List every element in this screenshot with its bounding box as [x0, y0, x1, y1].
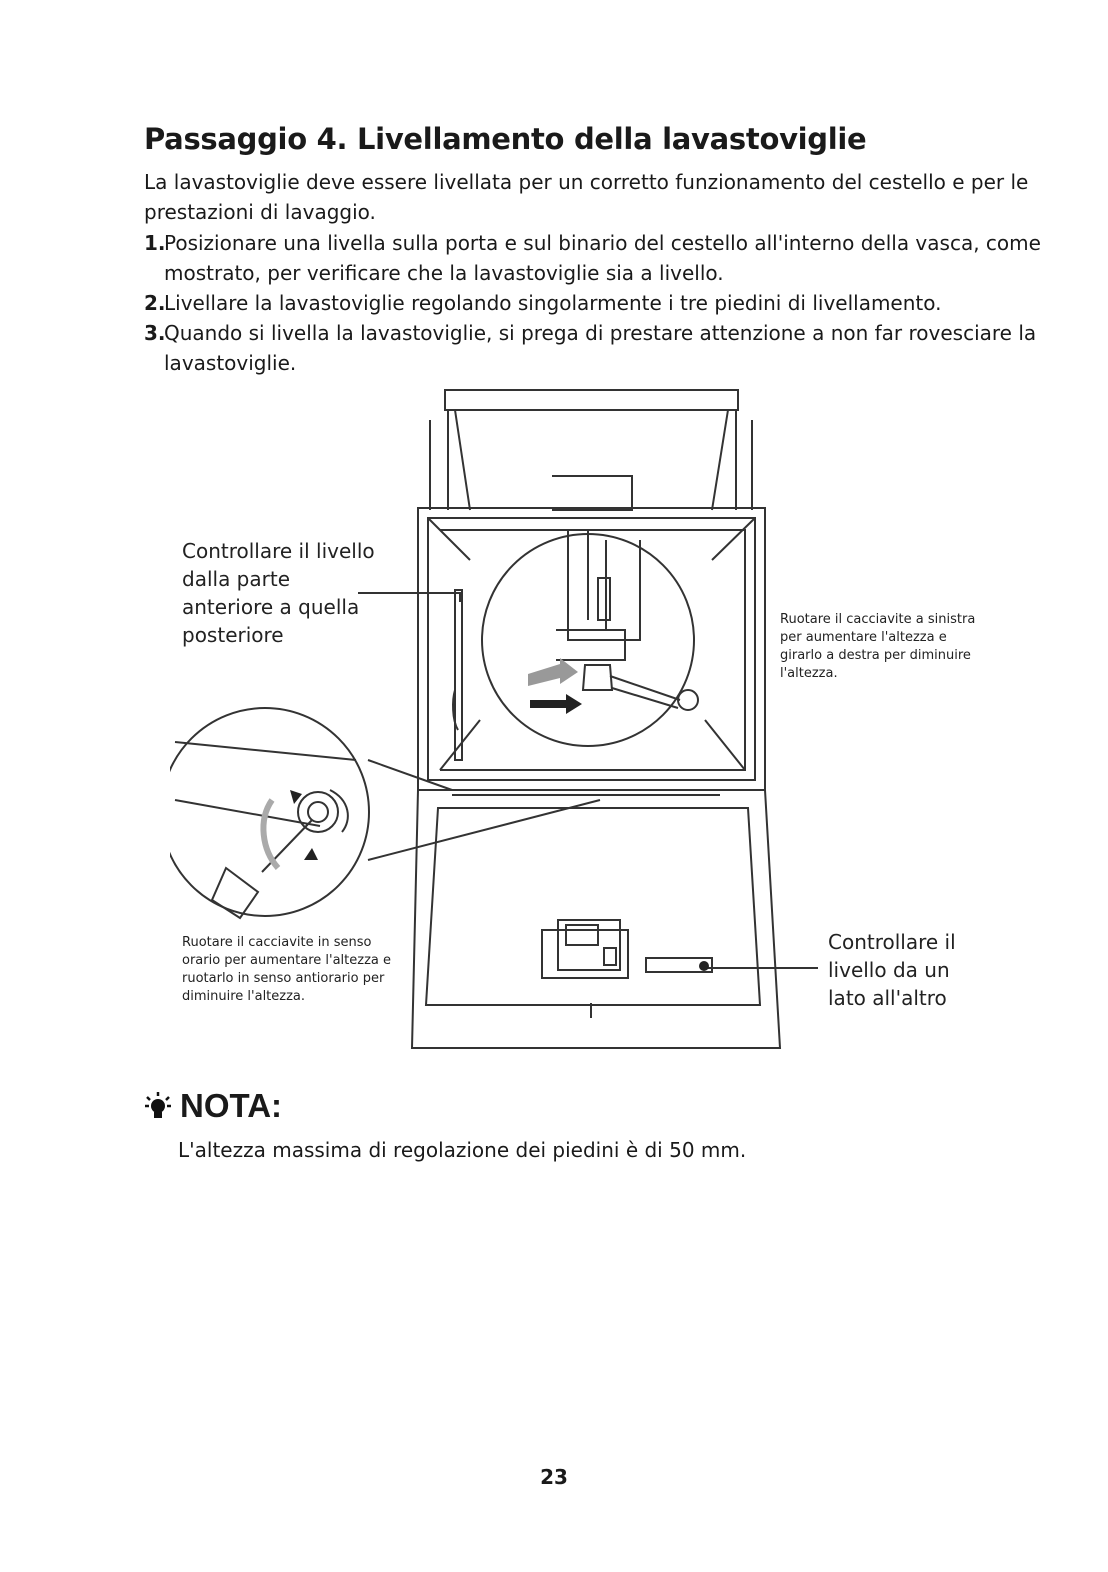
step-text: Quando si livella la lavastoviglie, si prega di prestare attenzione a non far rovesciare la lavastoviglie.: [164, 321, 1037, 375]
step-number: 3.: [144, 321, 166, 345]
page-number: 23: [540, 1465, 568, 1489]
step-item: [144, 318, 1044, 378]
page-title: Passaggio 4. Livellamento della lavastoviglie: [144, 122, 867, 156]
step-number: 1.: [144, 231, 166, 255]
step-item: [144, 228, 1044, 288]
intro-paragraph: La lavastoviglie deve essere livellata per un corretto funzionamento del cestello e per le prestazioni di lavaggio.: [144, 170, 1029, 224]
lightbulb-icon: [144, 1091, 172, 1121]
step-text: Livellare la lavastoviglie regolando singolarmente i tre piedini di livellamento.: [164, 291, 942, 315]
note-title: NOTA:: [180, 1087, 283, 1124]
callout-rotate-screwdriver-left: Ruotare il cacciavite a sinistra per aumentare l'altezza e girarlo a destra per diminuire l'altezza.: [780, 612, 976, 681]
step-text: Posizionare una livella sulla porta e sul binario del cestello all'interno della vasca, come mostrato, per verificare che la lavastoviglie sia a livello.: [164, 231, 1041, 285]
steps-list: [144, 228, 1044, 378]
note-header: [144, 1087, 282, 1125]
callout-rotate-clockwise: Ruotare il cacciavite in senso orario per aumentare l'altezza e ruotarlo in senso antiorario per diminuire l'altezza.: [182, 935, 391, 1004]
step-number: 2.: [144, 291, 166, 315]
note-text: L'altezza massima di regolazione dei piedini è di 50 mm.: [178, 1138, 747, 1162]
callout-front-back: Controllare il livello dalla parte anteriore a quella posteriore: [182, 539, 375, 647]
callout-side-side: Controllare il livello da un lato all'altro: [828, 930, 956, 1010]
step-item: [144, 288, 1044, 318]
